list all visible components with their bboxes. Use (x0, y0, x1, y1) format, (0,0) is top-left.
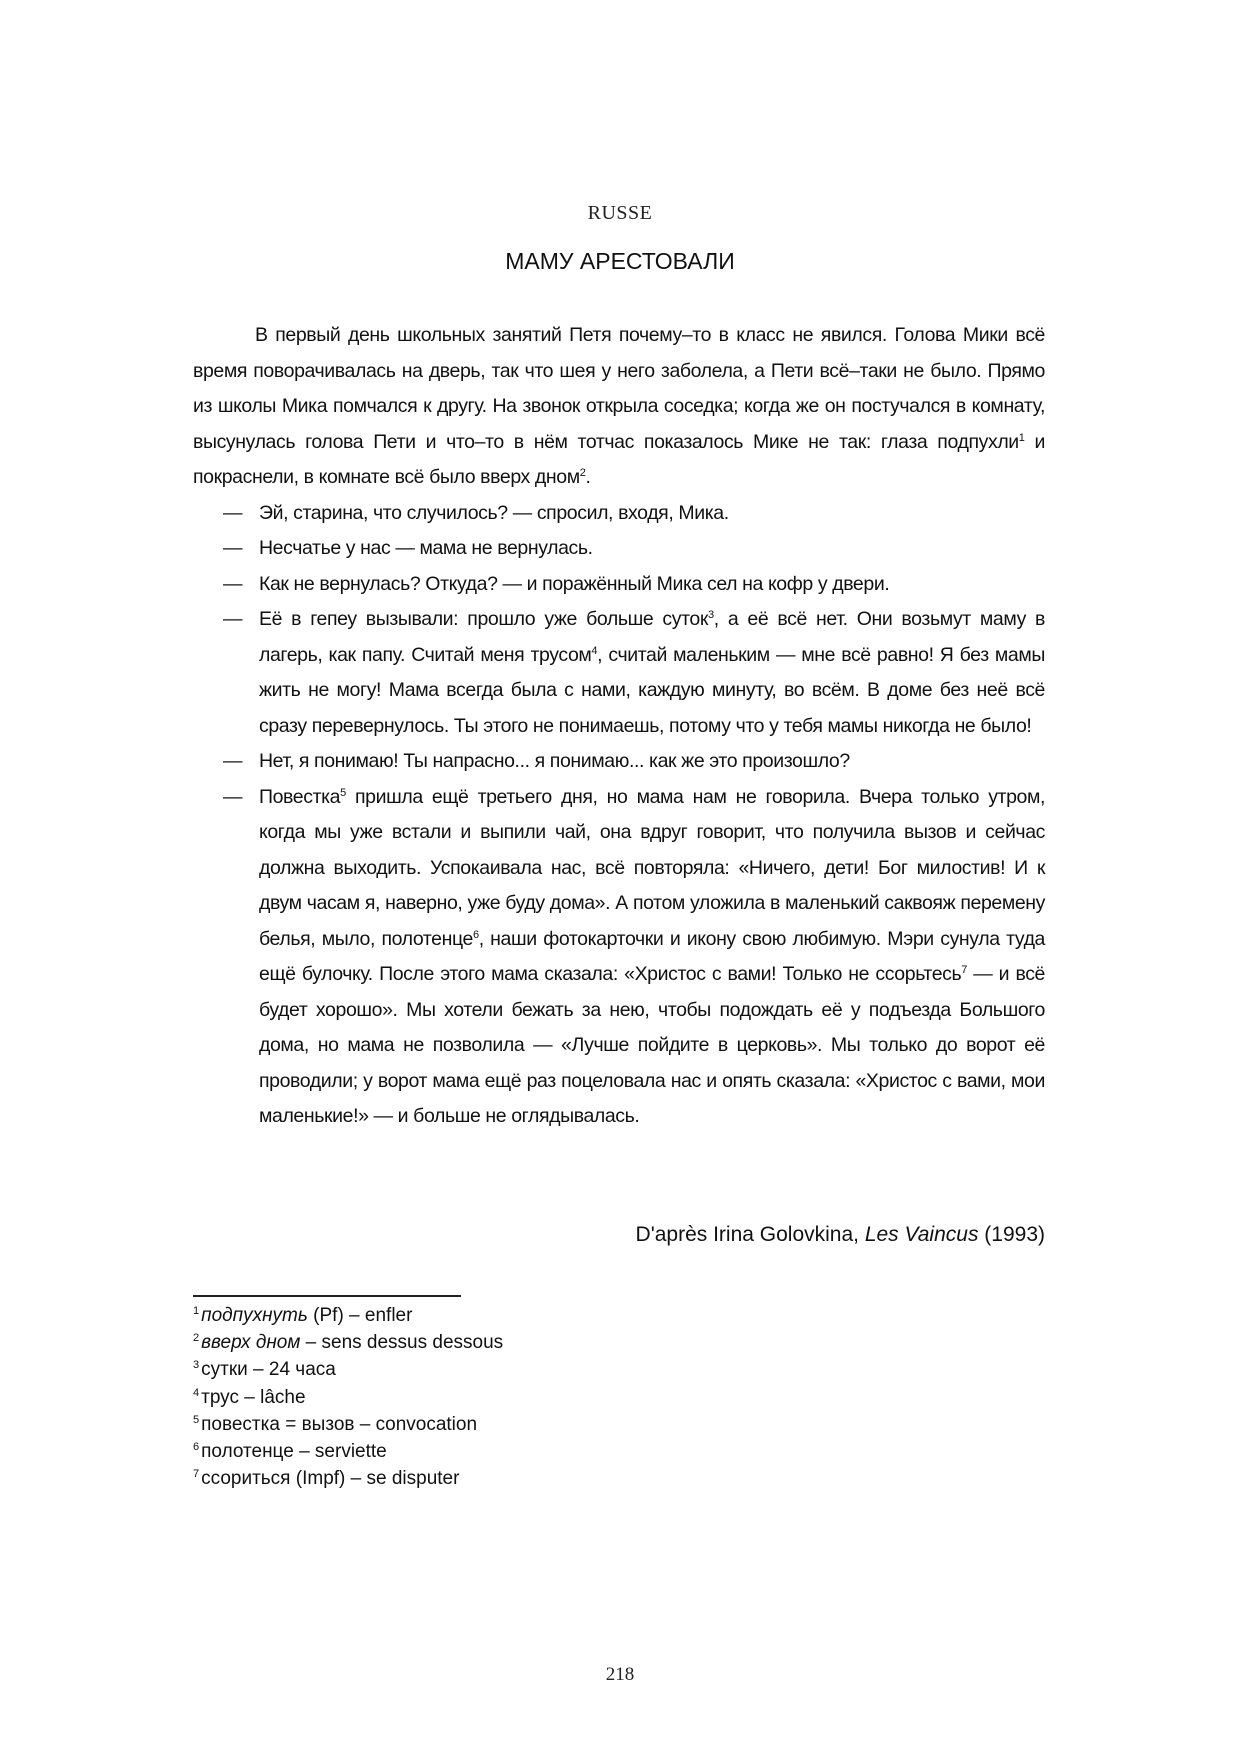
source-attribution: D'après Irina Golovkina, Les Vaincus (1993) (635, 1223, 1045, 1246)
section-header: RUSSE (587, 202, 653, 224)
footnote-ref: 2 (579, 467, 586, 479)
footnote-ref: 6 (472, 928, 479, 941)
dialogue-line: — Её в гепеу вызывали: прошло уже больше суток$^3$, а её всё нет. Они возьмут маму в лагерь, как папу. Считай меня трусом$^4$, считай маленьким — мне всё равно! Я без мамы жить не могу! Мама всегда была с нами, каждую минуту, во всём. В доме без неё всё сразу перевернулось. Ты этого не понимаешь, потому что у тебя мамы никогда не было! (223, 608, 1045, 737)
page-number: 218 (605, 1664, 635, 1685)
footnote-divider (193, 1295, 461, 1297)
footnote-ref: 7 (961, 964, 968, 976)
intro-paragraph: В первый день школьных занятий Петя почему–то в класс не явился. Голова Мики всё время поворачивалась на дверь, так что шея у него заболела, а Пети всё–таки не было. Прямо из школы Мика помчался к другу. На звонок открыла соседка; когда же он постучался в комнату, высунулась голова Пети и что–то в нём тотчас показалось Мике не так: глаза подпухли$^1$ и покраснели, в комнате всё было вверх дном$^2$. (193, 324, 1045, 488)
dialogue-line: — Повестка$^5$ пришла ещё третьего дня, но мама нам не говорила. Вчера только утром, когда мы уже встали и выпили чай, она вдруг говорит, что получила вызов и сейчас должна выходить. Успокаивала нас, всё повторяла: «Ничего, дети! Бог милостив! И к двум часам я, наверно, уже буду дома». А потом уложила в маленький саквояж перемену белья, мыло, полотенце$^6$, наши фотокарточки и икону свою любимую. Мэри сунула туда ещё булочку. После этого мама сказала: «Христос с вами! Только не ссорьтесь$^7$ — и всё будет хорошо». Мы хотели бежать за нею, чтобы подождать её у подъезда Большого дома, но мама не позволила — «Лучше пойдите в церковь». Мы только до ворот её проводили; у ворот мама ещё раз поцеловала нас и опять сказала: «Христос с вами, мои маленькие!» — и больше не оглядывалась. (223, 785, 1045, 1127)
footnote-ref: 3 (708, 609, 714, 621)
dialogue-line: — Эй, старина, что случилось? — спросил, входя, Мика. (223, 501, 729, 524)
footnote-ref: 5 (340, 786, 346, 799)
page-title: МАМУ АРЕСТОВАЛИ (505, 248, 735, 274)
main-text (193, 318, 1045, 1135)
footnote-ref: 4 (591, 644, 598, 657)
dialogue-line: — Несчатье у нас — мама не вернулась. (223, 537, 593, 559)
footnote-item: $^4$ трус – lâche (193, 1386, 306, 1408)
footnote-item: $^7$ ссориться (Impf) – se disputer (193, 1468, 460, 1490)
dialogue-line: — Нет, я понимаю! Ты напрасно... я понимаю... как же это произошло? (223, 750, 850, 772)
footnotes (193, 1302, 793, 1492)
footnote-item: $^2$ вверх дном – sens dessus dessous (193, 1332, 504, 1354)
footnote-ref: 1 (1018, 431, 1025, 444)
dialogue-line: — Как не вернулась? Откуда? — и поражённый Мика сел на кофр у двери. (223, 572, 890, 595)
footnote-item: $^6$ полотенце – serviette (193, 1441, 387, 1463)
footnote-item: $^5$ повестка = вызов – convocation (193, 1413, 478, 1435)
footnote-item: $^1$ подпухнуть (Pf) – enfler (193, 1305, 413, 1326)
footnote-item: $^3$ сутки – 24 часа (193, 1359, 336, 1381)
